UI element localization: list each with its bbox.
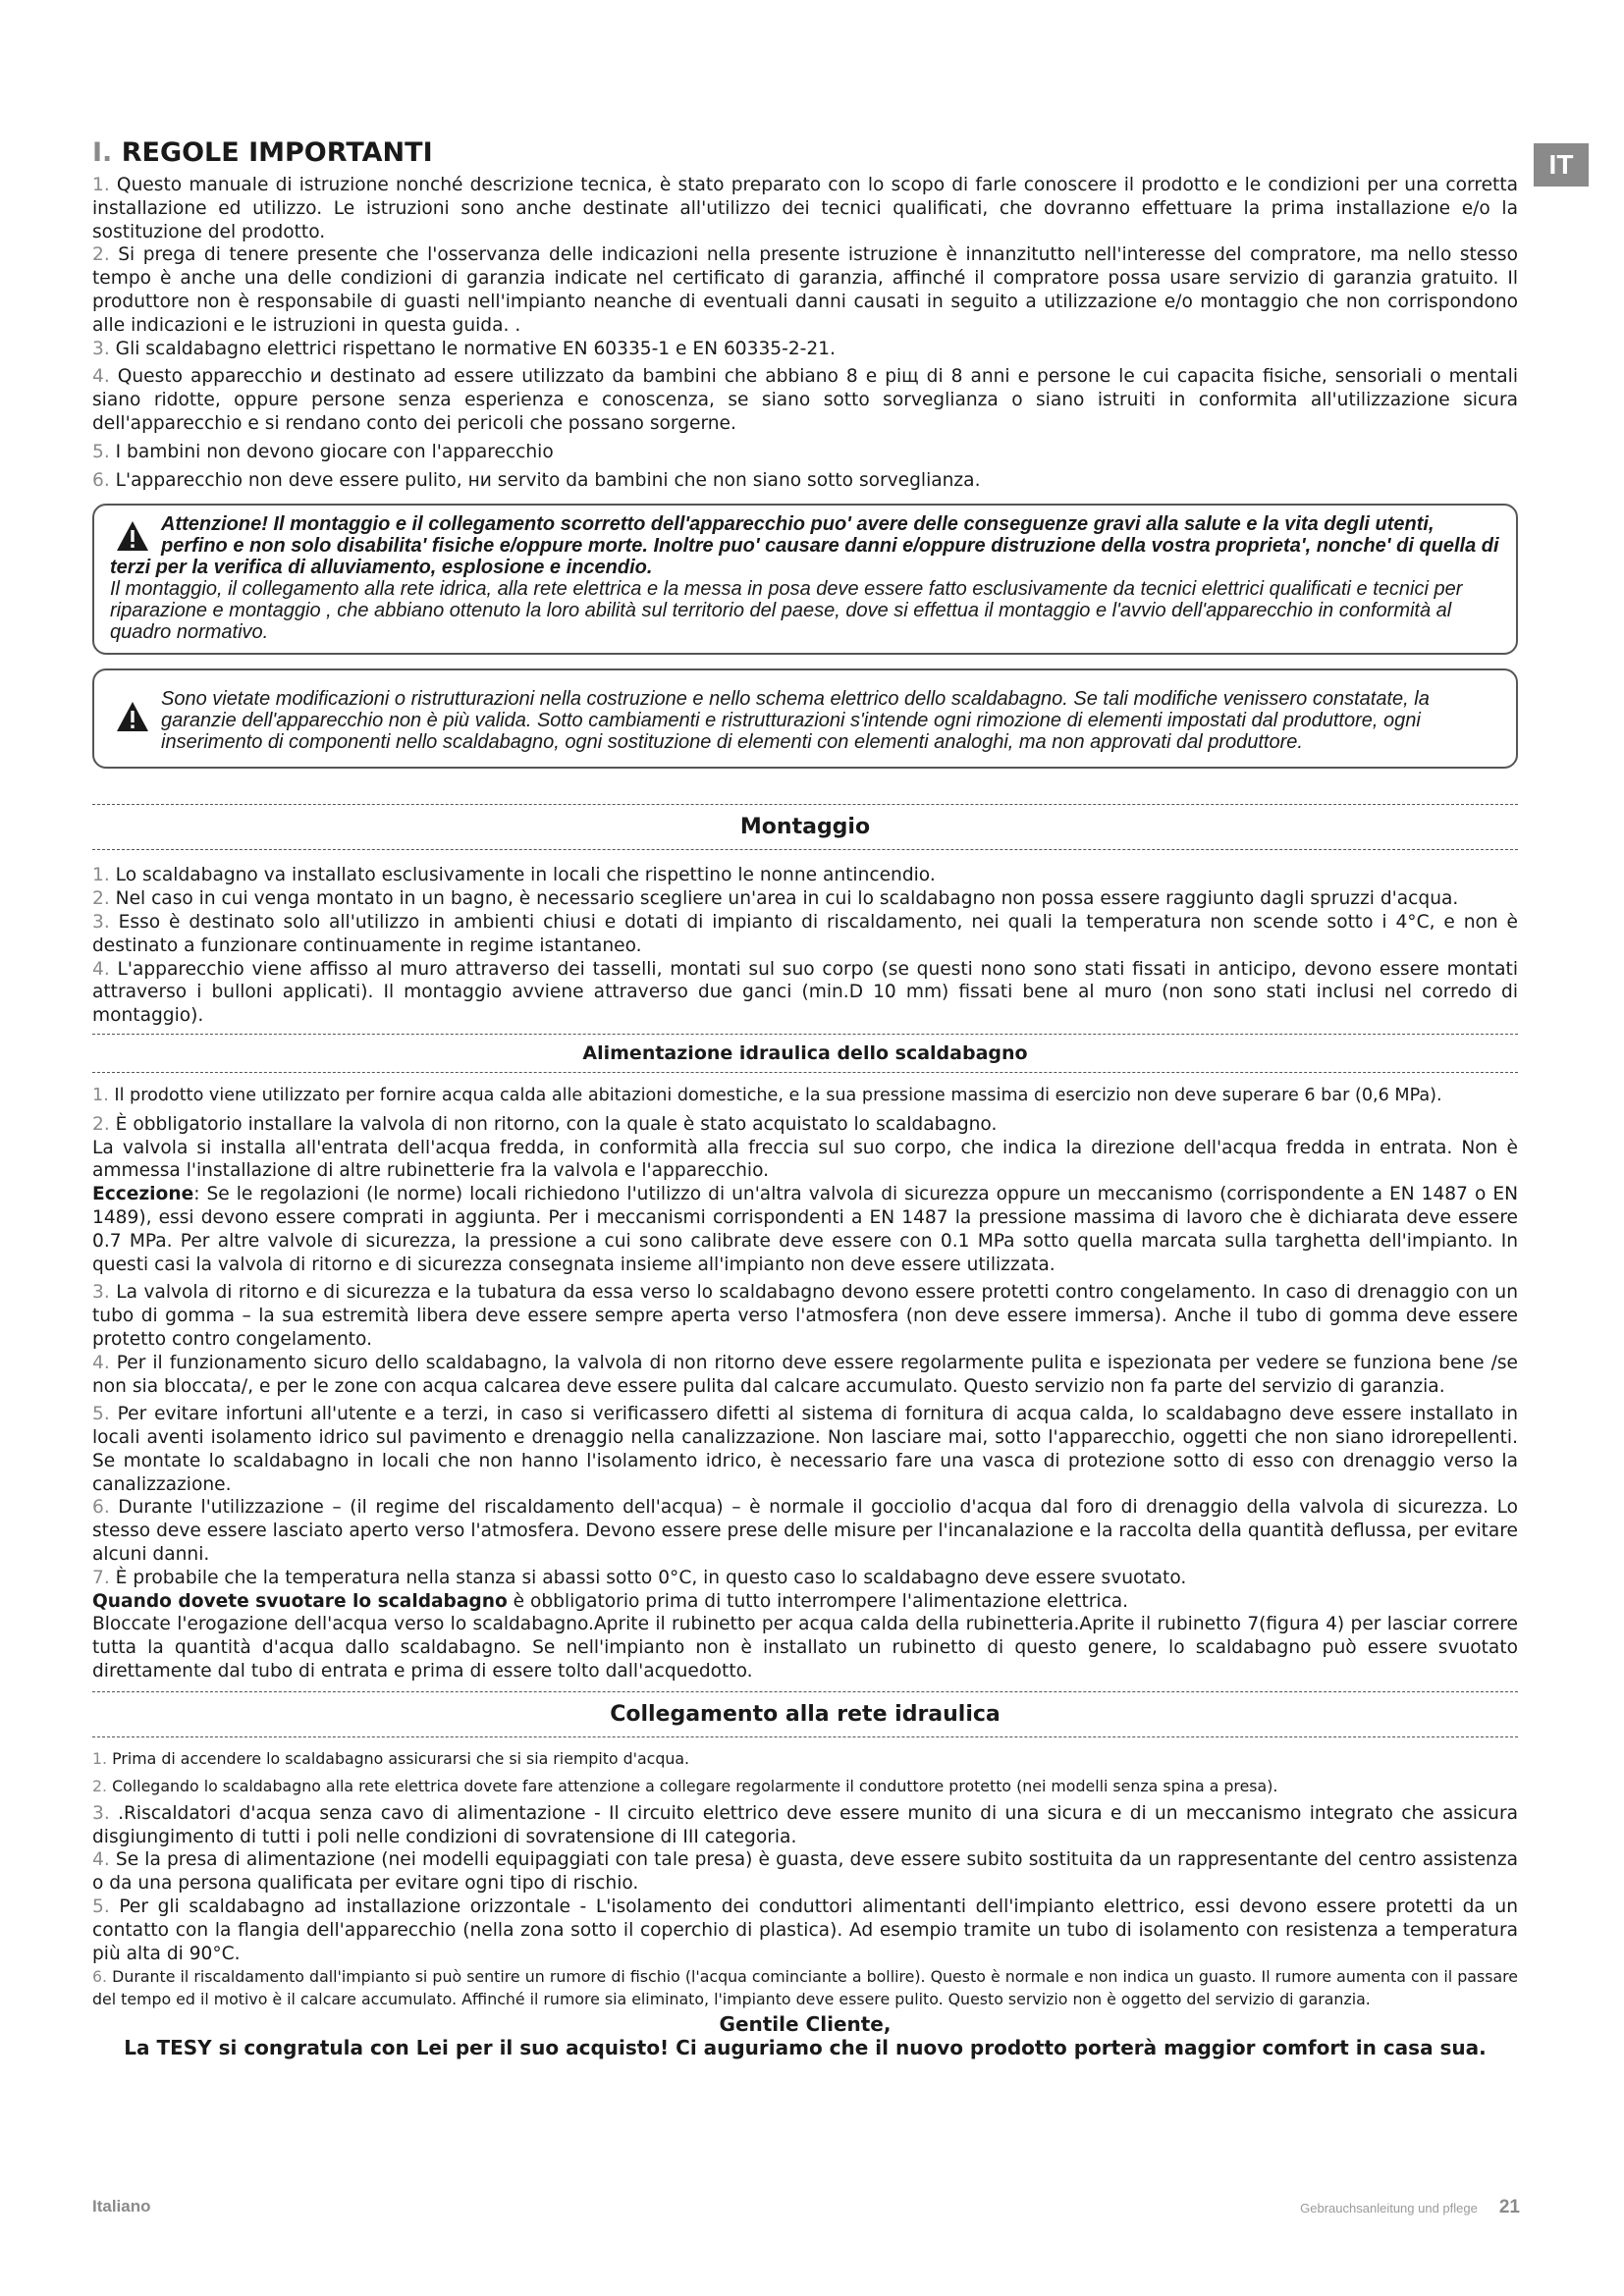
warning-icon [116, 700, 149, 733]
list-item: 3. Gli scaldabagno elettrici rispettano le normative EN 60335-1 e EN 60335-2-21. [92, 338, 836, 359]
list-item: 5. Per gli scaldabagno ad installazione orizzontale - L'isolamento dei conduttori alimentanti dell'impianto elettrico, essi devono essere protetti da un contatto con la flangia dell'apparecchio (nella zona sotto il coperchio di plastica). Ad esempio tramite un tubo di isolamento con resistenza a temperatura più alta di 90°C. [92, 1896, 1518, 1964]
warning-box-installation [92, 504, 1518, 655]
warning-text: Sono vietate modificazioni o ristrutturazioni nella costruzione e nello schema elettrico dello scaldabagno. Se tali modifiche venissero constatate, la garanzie dell'apparecchio non è più valida. Sotto cambiamenti e ristrutturazioni s'intende ogni rimozione di elementi impostati dal produttore, ogni inserimento di componenti nello scaldabagno, ogni sostituzione di elementi con elementi analoghi, ma non approvati dal produttore. [161, 688, 1430, 754]
language-tab: IT [1534, 143, 1589, 187]
list-item: 4. Questo apparecchio и destinato ad essere utilizzato da bambini che abbiano 8 e piщ di 8 anni e persone le cui capacita fisiche, sensoriali o mentali siano ridotte, oppure persone senza esperienza e conoscenza, se siano sotto sorveglianza o siano istruiti in conformita all'utilizzazione sicura dell'apparecchio e si rendano conto dei pericoli che possano sorgerne. [92, 366, 1518, 434]
list-item: 3. .Riscaldatori d'acqua senza cavo di alimentazione - Il circuito elettrico deve essere munito di una sicura e di un meccanismo integrato che assicura disgiungimento di tutti i poli nelle condizioni di sovratensione di III categoria. [92, 1802, 1518, 1847]
warning-icon [116, 519, 149, 553]
list-item: 3. La valvola di ritorno e di sicurezza e la tubatura da essa verso lo scaldabagno devono essere protetti contro congelamento. In caso di drenaggio con un tubo di gomma – la sua estremità libera deve essere sempre aperta verso l'atmosfera (non deve essere immersa). Anche il tubo di gomma deve essere protetto contro congelamento. [92, 1282, 1518, 1350]
list-item: 6. Durante il riscaldamento dall'impianto si può sentire un rumore di fischio (l'acqua cominciante a bollire). Questo è normale e non indica un guasto. Il rumore aumenta con il passare del tempo ed il motivo è il calcare accumulato. Affinché il rumore sia eliminato, l'impianto deve essere pulito. Questo servizio non è oggetto del servizio di garanzia. [92, 1967, 1518, 2009]
list-item: 6. L'apparecchio non deve essere pulito, ни servito da bambini che non siano sotto sorveglianza. [92, 469, 981, 491]
section-heading-montaggio: Montaggio [739, 815, 871, 840]
list-item: 2. Si prega di tenere presente che l'osservanza delle indicazioni nella presente istruzione è innanzitutto nell'interesse del compratore, ma nello stesso tempo è anche una delle condizioni di garanzia indicate nel certificato di garanzia, affinché il compratore possa usare servizio di garanzia gratuito. Il produttore non è responsabile di guasti nell'impianto neanche di eventuali danni causati in seguito a utilizzazione e/o montaggio che non corrispondono alle indicazioni e le istruzioni in questa guida. . [92, 244, 1518, 336]
list-item: 3. Esso è destinato solo all'utilizzo in ambienti chiusi e dotati di impianto di riscaldamento, nei quali la temperatura non scende sotto i 4°C, e non è destinato a funzionare continuamente in regime istantaneo. [92, 911, 1518, 956]
list-item: 2. Collegando lo scaldabagno alla rete elettrica dovete fare attenzione a collegare regolarmente il conduttore protetto (nei modelli senza spina a presa). [92, 1776, 1278, 1795]
footer-manual-title: Gebrauchsanleitung und pflege [1300, 2201, 1478, 2216]
list-item: 5. I bambini non devono giocare con l'apparecchio [92, 441, 554, 462]
warning-text-bold: Attenzione! Il montaggio e il collegamento scorretto dell'apparecchio puo' avere delle conseguenze gravi alla salute e la vita degli utenti, perfino e non solo disabilita' fisiche e/oppure morte. Inoltre puo' causare danni e/oppure distruzione della vostra proprieta', nonche' di quella di terzi per la verifica di alluviamento, esplosione e incendio. [110, 513, 1499, 579]
divider [92, 1691, 1518, 1692]
divider [92, 1034, 1518, 1035]
list-item: 1. Il prodotto viene utilizzato per fornire acqua calda alle abitazioni domestiche, e la sua pressione massima di esercizio non deve superare 6 bar (0,6 MPa). [92, 1085, 1442, 1105]
page-content [92, 137, 1518, 2059]
list-item: 4. Se la presa di alimentazione (nei modelli equipaggiati con tale presa) è guasta, deve essere subito sostituita da un rappresentante del centro assistenza o da una persona qualificata per evitare ogni tipo di rischio. [92, 1849, 1518, 1895]
section-heading-collegamento: Collegamento alla rete idraulica [610, 1701, 1001, 1727]
list-item: 6. Durante l'utilizzazione – (il regime del riscaldamento dell'acqua) – è normale il gocciolio d'acqua dal foro di drenaggio della valvola di sicurezza. Lo stesso deve essere lasciato aperto verso l'atmosfera. Devono essere prese delle misure per l'incanalazione e la raccolta della quantità deflussa, per evitare alcuni danni. [92, 1497, 1518, 1566]
list-item: 1. Prima di accendere lo scaldabagno assicurarsi che si sia riempito d'acqua. [92, 1748, 690, 1768]
page-number: 21 [1498, 2197, 1520, 2217]
list-item: 5. Per evitare infortuni all'utente e a terzi, in caso si verificassero difetti al sistema di fornitura di acqua calda, lo scaldabagno deve essere installato in locali aventi isolamento idrico sul pavimento e drenaggio nella canalizzazione. Non lasciare mai, sotto l'apparecchio, oggetti che non siano idrorepellenti. Se montate lo scaldabagno in locali che non hanno l'isolamento idrico, è necessario fare una vasca di protezione sotto di esso con drenaggio verso la canalizzazione. [92, 1404, 1518, 1495]
list-item: 7. È probabile che la temperatura nella stanza si abassi sotto 0°C, in questo caso lo scaldabagno deve essere svuotato. [92, 1567, 1187, 1588]
closing-greeting: Gentile Cliente, [719, 2012, 892, 2037]
paragraph: Quando dovete svuotare lo scaldabagno è obbligatorio prima di tutto interrompere l'alimentazione elettrica. [92, 1590, 1129, 1612]
paragraph: La valvola si installa all'entrata dell'acqua fredda, in conformità alla freccia sul suo corpo, che indica la direzione dell'acqua fredda in entrata. Non è ammessa l'installazione di altre rubinetterie fra la valvola e l'apparecchio. [92, 1137, 1518, 1182]
list-item: 4. Per il funzionamento sicuro dello scaldabagno, la valvola di non ritorno deve essere regolarmente pulita e ispezionata per vedere se funziona bene /se non sia bloccata/, e per le zone con acqua calcarea deve essere pulita dal calcare accumulato. Questo servizio non fa parte del servizio di garanzia. [92, 1352, 1518, 1397]
montaggio-list [92, 864, 1518, 1028]
section-heading-alimentazione: Alimentazione idraulica dello scaldabagno [582, 1041, 1028, 1064]
page-title: I. REGOLE IMPORTANTI [92, 137, 433, 168]
paragraph: Bloccate l'erogazione dell'acqua verso lo scaldabagno.Aprite il rubinetto per acqua calda della rubinetteria.Aprite il rubinetto 7(figura 4) per lasciar correre tutta la quantità d'acqua dallo scaldabagno. Se nell'impianto non è installato un rubinetto di questo genere, lo scaldabagno può essere svuotato direttamente dal tubo di entrata e prima di essere tolto dall'acquedotto. [92, 1614, 1518, 1682]
closing-message: La TESY si congratula con Lei per il suo acquisto! Ci auguriamo che il nuovo prodotto porterà maggior comfort in casa sua. [124, 2036, 1487, 2060]
list-item: 1. Questo manuale di istruzione nonché descrizione tecnica, è stato preparato con lo scopo di farle conoscere il prodotto e le condizioni per una corretta installazione ed utilizzo. Le istruzioni sono anche destinate all'utilizzo dei tecnici qualificati, che dovranno effettuare la prima installazione e/o la sostituzione del prodotto. [92, 175, 1518, 242]
list-item: 2. Nel caso in cui venga montato in un bagno, è necessario scegliere un'area in cui lo scaldabagno non possa essere raggiunto dagli spruzzi d'acqua. [92, 888, 1459, 910]
divider [92, 804, 1518, 805]
warning-text: Il montaggio, il collegamento alla rete idrica, alla rete elettrica e la messa in posa deve essere fatto esclusivamente da tecnici elettrici qualificati e tecnici per riparazione e montaggio , che abbiano ottenuto la loro abilità sul territorio del paese, dove si effettua il montaggio e l'avvio dell'apparecchio in conformità al quadro normativo. [110, 578, 1463, 644]
list-item: 1. Lo scaldabagno va installato esclusivamente in locali che rispettino le nonne antincendio. [92, 865, 936, 886]
list-item: 2. È obbligatorio installare la valvola di non ritorno, con la quale è stato acquistato lo scaldabagno. [92, 1113, 998, 1135]
intro-list [92, 174, 1518, 492]
footer-language: Italiano [92, 2197, 151, 2216]
collegamento-list [92, 1747, 1518, 2011]
paragraph: Eccezione: Se le regolazioni (le norme) locali richiedono l'utilizzo di un'altra valvola di sicurezza oppure un meccanismo (corrispondente a EN 1487 o EN 1489), essi devono essere comprati in aggiunta. Per i meccanismi corrispondenti a EN 1487 la pressione massima di lavoro che è dichiarata deve essere 0.7 MPa. Per altre valvole di sicurezza, la pressione a cui sono calibrate deve essere con 0.1 MPa sotto quella marcata sulla targhetta dell'impianto. In questi casi la valvola di ritorno e di sicurezza consegnata insieme all'impianto non deve essere utilizzata. [92, 1184, 1518, 1275]
list-item: 4. L'apparecchio viene affisso al muro attraverso dei tasselli, montati sul suo corpo (se questi nono sono stati fissati in anticipo, devono essere montati attraverso i bulloni applicati). Il montaggio avviene attraverso due ganci (min.D 10 mm) fissati bene al muro (non sono stati inclusi nel corredo di montaggio). [92, 958, 1518, 1027]
footer-right [1300, 2197, 1520, 2218]
warning-box-modifications [92, 668, 1518, 769]
